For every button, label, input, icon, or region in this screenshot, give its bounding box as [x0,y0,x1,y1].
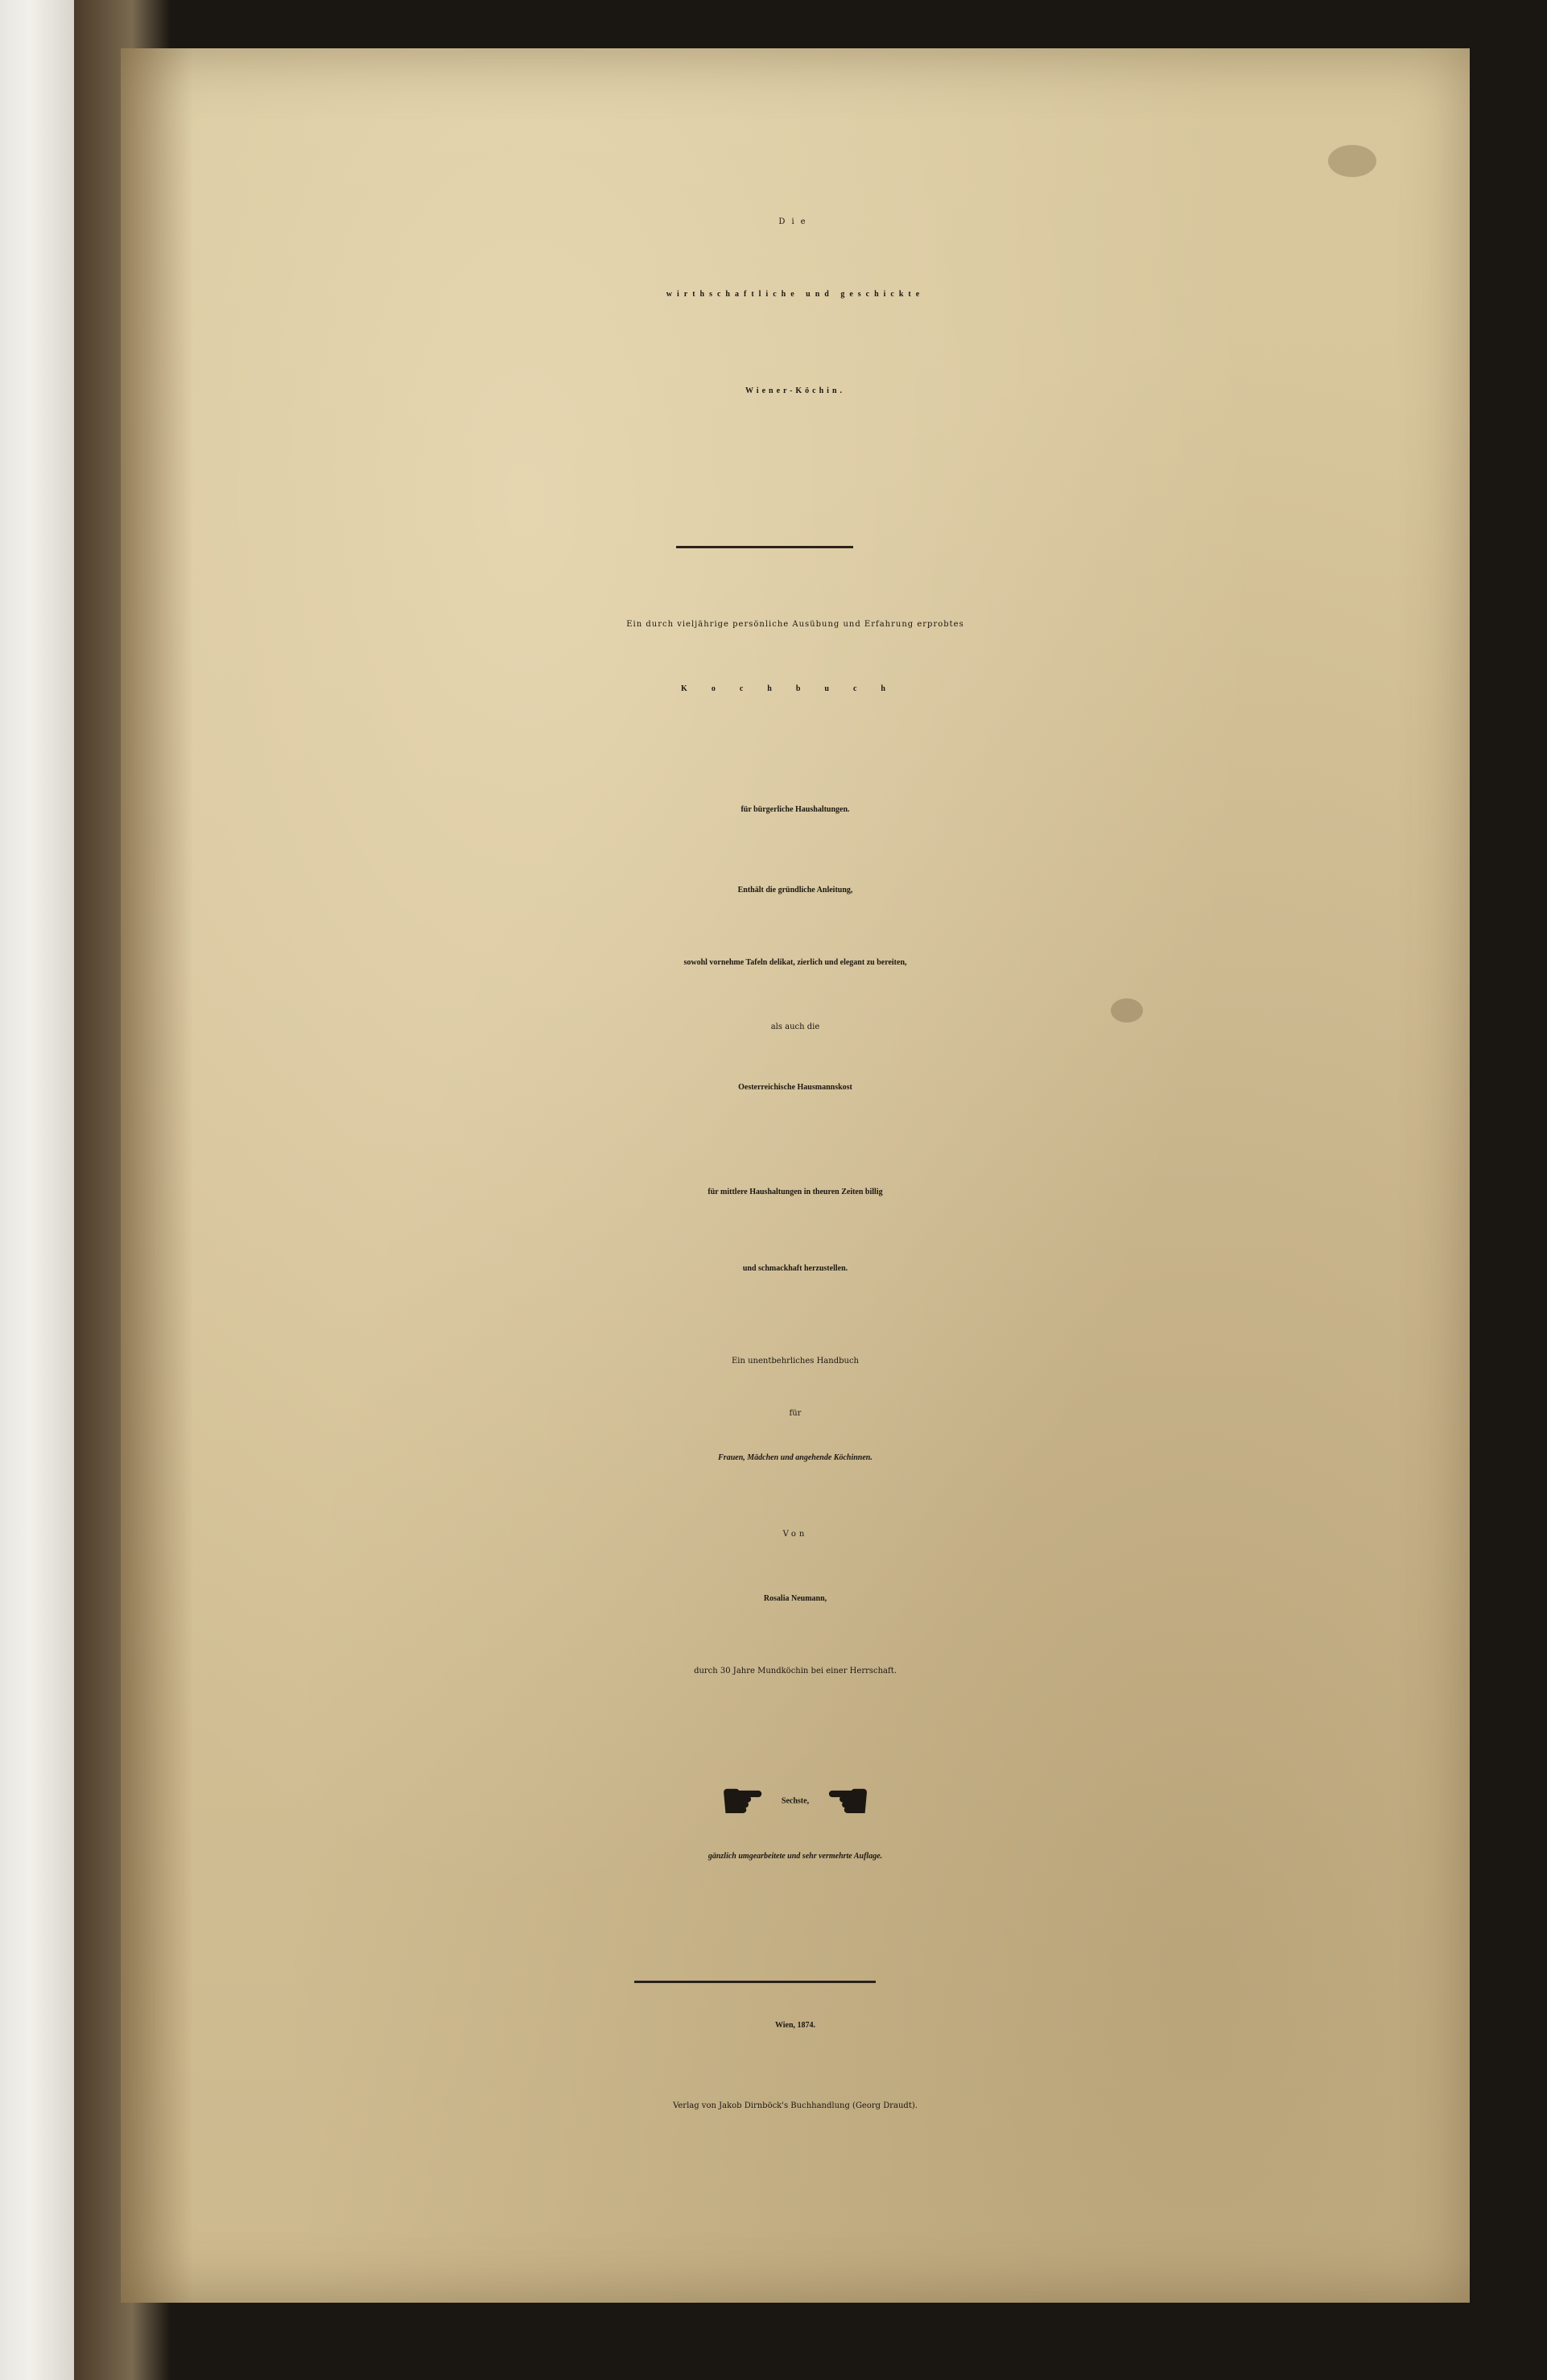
publisher-line: Verlag von Jakob Dirnböck's Buchhandlung (Georg Draudt). [673,2101,918,2110]
title-subtitle: wirthschaftliche und geschickte [666,290,925,299]
revised-edition-line: gänzlich umgearbeitete und sehr vermehrte Auflage. [707,1852,883,1861]
description-line: Ein durch vieljährige persönliche Ausübung und Erfahrung erprobtes [626,620,964,629]
edition-row [121,1771,1470,1831]
as-well-as-line: als auch die [770,1023,820,1031]
binding-strip [0,0,74,2380]
title-article: Die [778,217,812,226]
paper-page [121,48,1470,2303]
paper-smudge [1111,998,1143,1023]
book-type-title: Kochbuch [681,684,910,693]
place-and-year: Wien, 1874. [774,2021,816,2030]
divider-rule [676,546,853,548]
austrian-fare-title: Oesterreichische Hausmannskost [738,1083,852,1092]
fine-tables-line: sowohl vornehme Tafeln delikat, zierlich und elegant zu bereiten, [683,958,907,967]
for-households-line: für bürgerliche Haushaltungen. [740,805,850,814]
handbook-line: Ein unentbehrliches Handbuch [732,1357,859,1366]
pointing-hand-left-icon: ☚ [825,1775,871,1829]
tasty-line: und schmackhaft herzustellen. [742,1264,848,1273]
edition-label: Sechste, [781,1796,810,1806]
for-line: für [789,1409,802,1418]
pointing-hand-right-icon: ☛ [720,1775,765,1829]
author-name: Rosalia Neumann, [763,1594,827,1603]
paper-smudge [1328,145,1376,177]
audience-line: Frauen, Mädchen und angehende Köchinnen. [718,1453,873,1462]
divider-rule [634,1981,876,1983]
by-line: Von [782,1530,808,1539]
middle-households-line: für mittlere Haushaltungen in theuren Zeiten billig [707,1188,883,1196]
author-role: durch 30 Jahre Mundköchin bei einer Herrschaft. [694,1667,897,1676]
contains-line: Enthält die gründliche Anleitung, [737,886,853,895]
main-title: Wiener-Köchin. [745,386,846,395]
